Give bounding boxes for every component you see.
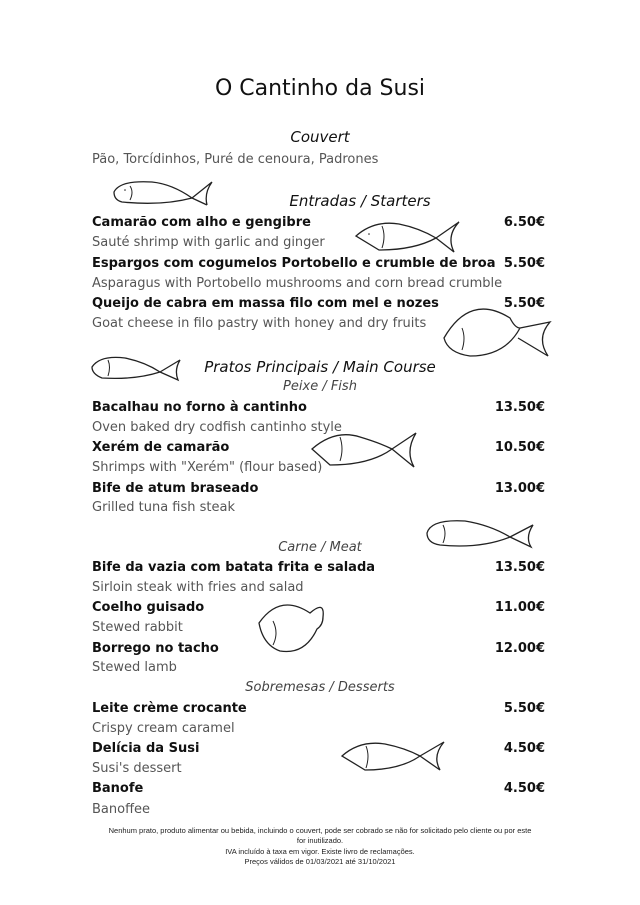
dish-price: 13.50€ [494, 400, 545, 415]
dish-name: Bife da vazia com batata frita e salada [92, 560, 376, 575]
dish-desc: Banoffee [92, 802, 151, 817]
dish-price: 13.00€ [494, 481, 545, 496]
fish-icon [340, 738, 448, 774]
meat-heading: Carne / Meat [278, 540, 362, 555]
dish-desc: Shrimps with "Xerém" (flour based) [92, 460, 323, 475]
dish-price: 11.00€ [494, 600, 545, 615]
fish-icon [310, 427, 420, 469]
dish-price: 13.50€ [494, 560, 545, 575]
couvert-items: Pão, Torcídinhos, Puré de cenoura, Padrones [92, 152, 379, 167]
dish-name: Delícia da Susi [92, 741, 200, 756]
dish-price: 5.50€ [503, 296, 545, 311]
dish-desc: Susi's dessert [92, 761, 182, 776]
dish-desc: Sauté shrimp with garlic and ginger [92, 235, 325, 250]
footer-line: Preços válidos de 01/03/2021 até 31/10/2021 [244, 857, 396, 866]
fish-icon [354, 218, 462, 254]
fish-icon [440, 298, 552, 360]
dish-price: 5.50€ [503, 256, 545, 271]
dish-desc: Stewed rabbit [92, 620, 183, 635]
fish-icon [112, 178, 217, 208]
fish-heading: Peixe / Fish [283, 379, 357, 394]
dish-price: 10.50€ [494, 440, 545, 455]
dish-desc: Stewed lamb [92, 660, 177, 675]
dish-price: 4.50€ [503, 741, 545, 756]
dish-desc: Grilled tuna fish steak [92, 500, 236, 515]
footer-line: Nenhum prato, produto alimentar ou bebida, incluindo o couvert, pode ser cobrado se não for solicitado pelo cliente ou por este [108, 826, 532, 835]
dish-name: Coelho guisado [92, 600, 205, 615]
dish-desc: Goat cheese in filo pastry with honey and dry fruits [92, 316, 427, 331]
dish-name: Espargos com cogumelos Portobello e crumble de broa [92, 256, 496, 271]
dish-desc: Oven baked dry codfish cantinho style [92, 420, 342, 435]
dish-name: Queijo de cabra em massa filo com mel e nozes [92, 296, 439, 311]
dish-name: Banofe [92, 781, 144, 796]
fish-icon [90, 352, 185, 382]
dish-price: 5.50€ [503, 701, 545, 716]
fish-icon [425, 515, 535, 551]
footer-line: IVA incluído à taxa em vigor. Existe livro de reclamações. [225, 847, 415, 856]
starters-heading: Entradas / Starters [289, 192, 431, 210]
dish-name: Bacalhau no forno à cantinho [92, 400, 307, 415]
dish-price: 6.50€ [503, 215, 545, 230]
couvert-heading: Couvert [290, 128, 350, 146]
dish-price: 12.00€ [494, 641, 545, 656]
dish-name: Borrego no tacho [92, 641, 219, 656]
dish-name: Bife de atum braseado [92, 481, 259, 496]
dish-desc: Crispy cream caramel [92, 721, 235, 736]
dish-name: Camarão com alho e gengibre [92, 215, 311, 230]
fish-icon [255, 595, 327, 660]
dish-name: Xerém de camarão [92, 440, 230, 455]
dish-desc: Asparagus with Portobello mushrooms and corn bread crumble [92, 276, 503, 291]
dish-desc: Sirloin steak with fries and salad [92, 580, 304, 595]
dish-price: 4.50€ [503, 781, 545, 796]
desserts-heading: Sobremesas / Desserts [245, 680, 395, 695]
footer-line: for inutilizado. [296, 836, 344, 845]
dish-name: Leite crème crocante [92, 701, 247, 716]
restaurant-title: O Cantinho da Susi [214, 76, 426, 101]
main-heading: Pratos Principais / Main Course [204, 358, 436, 376]
